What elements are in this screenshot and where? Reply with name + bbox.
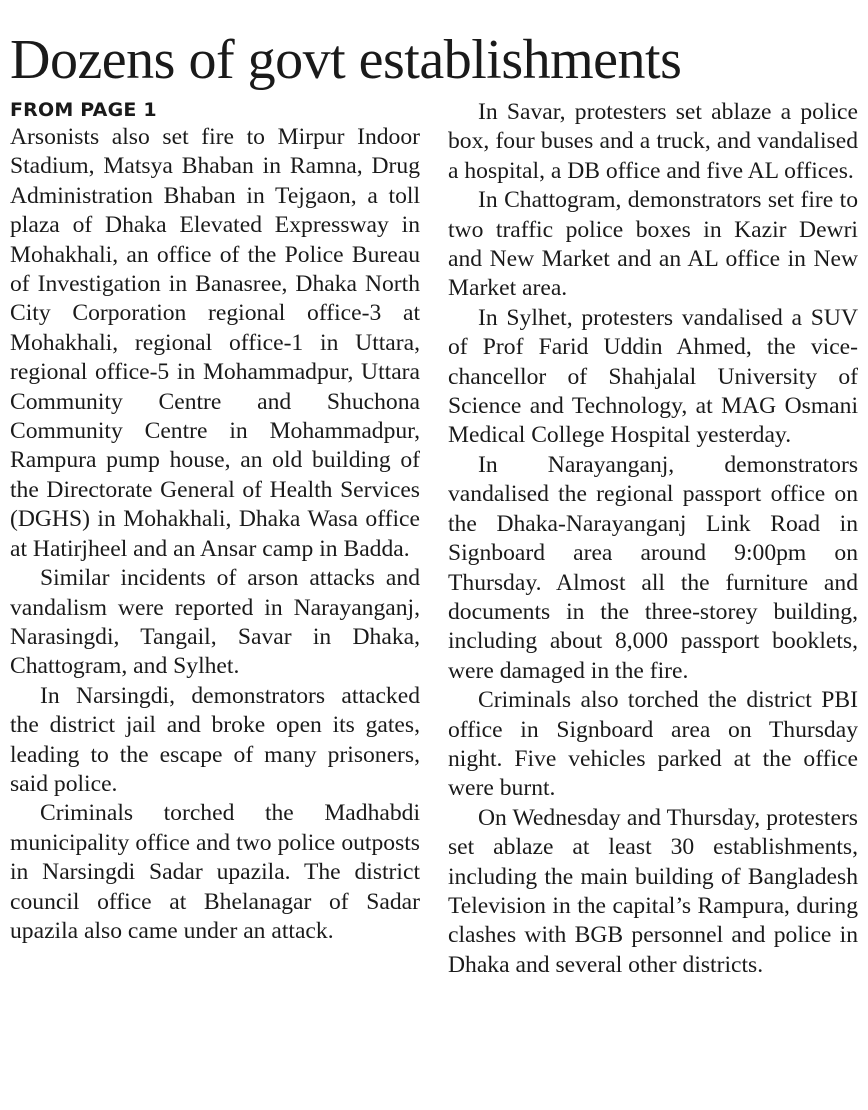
paragraph: Criminals torched the Madhabdi municipality office and two police outposts in Narsingdi Sadar upazila. The district council office at Bhelanagar of Sadar upazila also came under an attack. <box>10 800 420 944</box>
paragraph: In Sylhet, protesters vandalised a SUV of Prof Farid Uddin Ahmed, the vice-chancellor of Shahjalal University of Science and Technology, at MAG Osmani Medical College Hospital yesterday. <box>448 304 858 449</box>
paragraph: In Chattogram, demonstrators set fire to two traffic police boxes in Kazir Dewri and New Market and an AL office in New Market area. <box>448 187 858 302</box>
article-column-left <box>10 98 420 946</box>
paragraph: Criminals also torched the district PBI office in Signboard area on Thursday night. Five vehicles parked at the office were burnt. <box>448 687 858 802</box>
paragraph: On Wednesday and Thursday, protesters set ablaze at least 30 establishments, including the main building of Bangladesh Television in the capital’s Rampura, during clashes with BGB personnel and police in Dhaka and several other districts. <box>448 804 858 978</box>
paragraph: In Narayanganj, demonstrators vandalised the regional passport office on the Dhaka-Narayanganj Link Road in Signboard area around 9:00pm on Thursday. Almost all the furniture and documents in the three-storey building, including about 8,000 passport booklets, were damaged in the fire. <box>448 451 858 684</box>
paragraph: In Savar, protesters set ablaze a police box, four buses and a truck, and vandalised a hospital, a DB office and five AL offices. <box>448 99 858 184</box>
headline: Dozens of govt establishments <box>10 29 682 91</box>
jump-label: FROM PAGE 1 <box>10 99 157 121</box>
paragraph: Similar incidents of arson attacks and vandalism were reported in Narayanganj, Narasingdi, Tangail, Savar in Dhaka, Chattogram, and Sylhet. <box>10 565 420 680</box>
paragraph: In Narsingdi, demonstrators attacked the district jail and broke open its gates, leading to the escape of many prisoners, said police. <box>10 682 420 797</box>
paragraph: Arsonists also set fire to Mirpur Indoor Stadium, Matsya Bhaban in Ramna, Drug Administration Bhaban in Tejgaon, a toll plaza of Dhaka Elevated Expressway in Mohakhali, an office of the Police Bureau of Investigation in Banasree, Dhaka North City Corporation regional office-3 at Mohakhali, regional office-1 in Uttara, regional office-5 in Mohammadpur, Uttara Community Centre and Shuchona Community Centre in Mohammadpur, Rampura pump house, an old building of the Directorate General of Health Services (DGHS) in Mohakhali, Dhaka Wasa office at Hatirjheel and an Ansar camp in Badda. <box>10 124 420 562</box>
article-column-right <box>448 98 858 980</box>
